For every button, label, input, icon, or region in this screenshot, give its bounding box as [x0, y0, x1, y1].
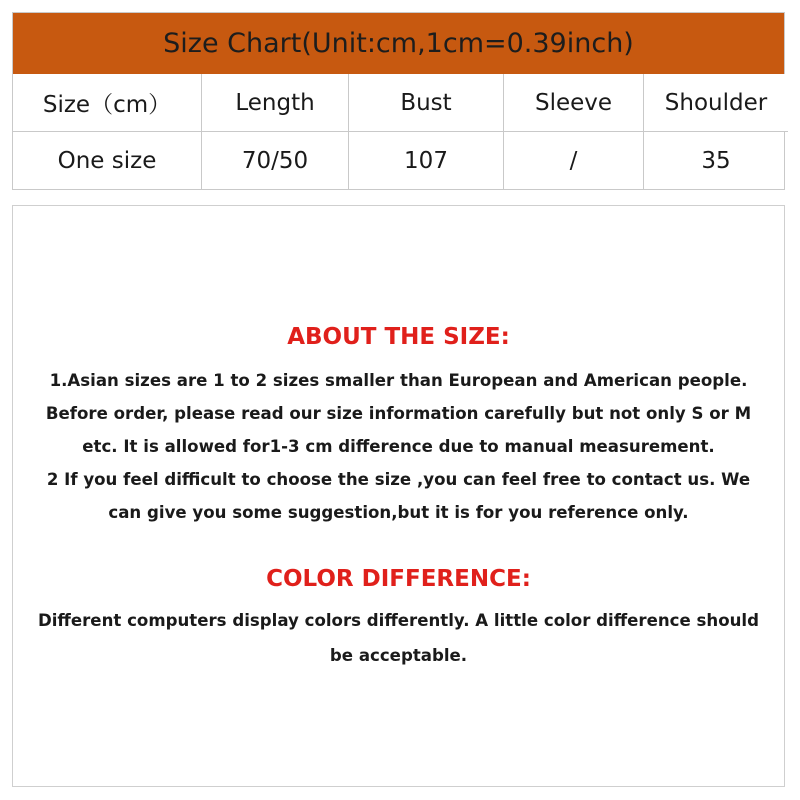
about-size-line: can give you some suggestion,but it is for you reference only. — [108, 503, 689, 522]
column-header-shoulder: Shoulder — [644, 74, 789, 132]
about-size-heading: ABOUT THE SIZE: — [287, 324, 510, 350]
table-row — [13, 132, 788, 190]
cell-length: 70/50 — [202, 132, 349, 190]
cell-shoulder: 35 — [644, 132, 789, 190]
column-header-length: Length — [202, 74, 349, 132]
column-header-size: Size（cm） — [13, 74, 202, 132]
cell-sleeve: / — [504, 132, 644, 190]
size-table — [13, 74, 788, 189]
notes-panel — [12, 205, 785, 787]
column-header-bust: Bust — [349, 74, 504, 132]
table-header-row — [13, 74, 788, 132]
about-size-line: 1.Asian sizes are 1 to 2 sizes smaller than European and American people. — [49, 371, 748, 390]
color-difference-line: be acceptable. — [329, 646, 468, 665]
size-chart — [12, 12, 785, 190]
column-header-sleeve: Sleeve — [504, 74, 644, 132]
cell-size: One size — [13, 132, 202, 190]
size-chart-title: Size Chart(Unit:cm,1cm=0.39inch) — [13, 13, 784, 74]
about-size-line: 2 If you feel difficult to choose the size ,you can feel free to contact us. We — [46, 470, 751, 489]
color-difference-line: Different computers display colors differently. A little color difference should — [37, 611, 760, 630]
color-difference-text — [13, 603, 784, 673]
about-size-line: etc. It is allowed for1-3 cm difference due to manual measurement. — [82, 437, 715, 456]
cell-bust: 107 — [349, 132, 504, 190]
about-size-text — [13, 364, 784, 529]
about-size-line: Before order, please read our size information carefully but not only S or M — [45, 404, 752, 423]
color-difference-heading: COLOR DIFFERENCE: — [266, 566, 531, 592]
